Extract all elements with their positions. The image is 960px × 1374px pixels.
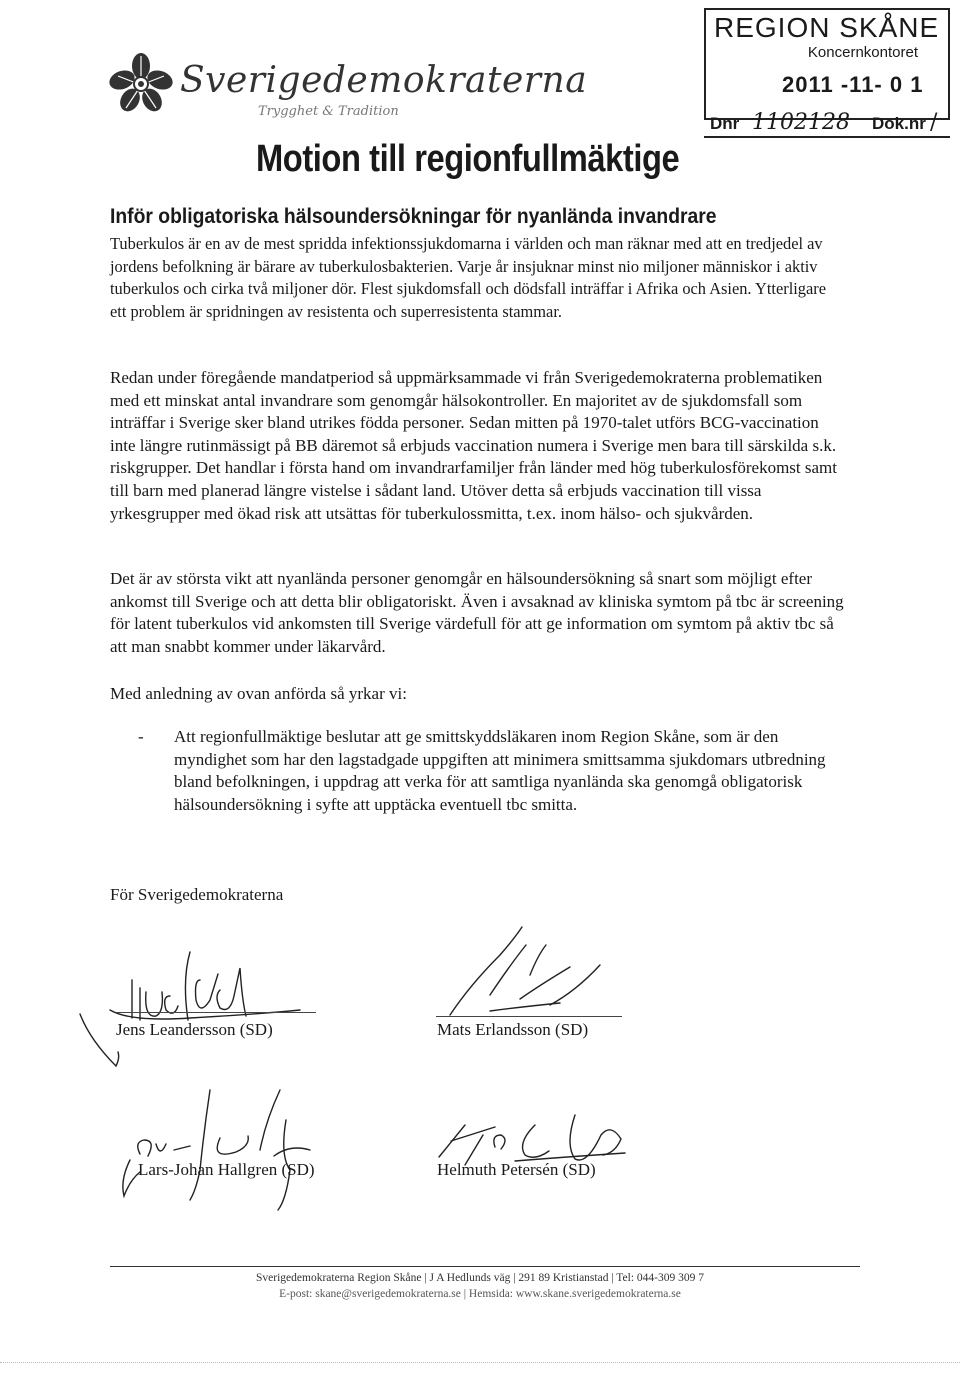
footer-contact: E-post: skane@sverigedemokraterna.se | Hemsida: www.skane.sverigedemokraterna.se <box>279 1288 681 1300</box>
signature-2-line <box>436 1016 622 1017</box>
party-logo-name: Sverigedemokraterna <box>180 60 588 101</box>
party-logo <box>108 52 588 122</box>
signatory-2-name: Mats Erlandsson (SD) <box>437 1020 589 1039</box>
paragraph-4: Med anledning av ovan anförda så yrkar vi: <box>110 684 407 703</box>
document-title: Motion till regionfullmäktige <box>256 138 680 180</box>
paragraph-3: Det är av största vikt att nyanlända personer genomgår en hälsoundersökning så snart som möjligt efter ankomst till Sverige och att detta blir obligatoriskt. Även i avsaknad av kliniska symtom på tbc är screening för latent tuberkulos vid ankomsten till Sverige värdefull för att ge information om symtom på aktiv tbc så att man snabbt kommer under läkarvård. <box>110 569 844 656</box>
signature-2-handwriting <box>430 915 630 1035</box>
stamp-title: REGION SKÅNE <box>714 12 940 43</box>
signature-1-handwriting <box>70 940 310 1080</box>
scan-edge-noise <box>0 1362 960 1363</box>
stamp-dnr-label: Dnr <box>710 114 740 133</box>
document-subtitle: Inför obligatoriska hälsoundersökningar för nyanlända invandrare <box>110 205 717 228</box>
signature-3-handwriting <box>110 1060 340 1220</box>
anemone-flower-icon <box>108 52 174 118</box>
paragraph-2: Redan under föregående mandatperiod så uppmärksammade vi från Sverigedemokraterna problematiken med ett minskat antal invandrare som genomgår hälsokontroller. En majoritet av de sjukdomsfall som inträffar i Sverige sker bland utrikes födda personer. Sedan mitten på 1970-talet utförs BCG-vaccination inte längre rutinmässigt på BB däremot så erbjuds vaccination numera i Sverige men bara till särskilda s.k. riskgrupper. Det handlar i första hand om invandrarfamiljer från länder med hög tuberkulosförekomst samt till barn med planerad längre vistelse i sådant land. Utöver detta så erbjuds vaccination till vissa yrkesgrupper med ökad risk att utsättas för tuberkulossmitta, t.ex. inom hälso- och sjukvården. <box>110 368 838 523</box>
region-stamp <box>704 8 950 120</box>
proposal-text: Att regionfullmäktige beslutar att ge smittskyddsläkaren inom Region Skåne, som är den myndighet som har den lagstadgade uppgiften att minimera smittsamma sjukdomars utbredning bland befolkningen, i uppdrag att verka för att samtliga nyanlända ska genomgå obligatorisk hälsoundersökning i syfte att upptäcka eventuell tbc smitta. <box>174 727 826 814</box>
party-logo-tagline: Trygghet & Tradition <box>258 104 399 119</box>
paragraph-1: Tuberkulos är en av de mest spridda infektionssjukdomarna i världen och man räknar med att en tredjedel av jordens befolkning är bärare av tuberkulosbakterien. Varje år insjuknar minst nio miljoner människor i aktiv tuberkulos och cirka två miljoner dör. Flest sjukdomsfall och dödsfall inträffar i Afrika och Asien. Ytterligare ett problem är spridningen av resistenta och superresistenta stammar. <box>110 234 827 321</box>
stamp-doknr-value: / <box>930 110 938 135</box>
signatory-3-name: Lars-Johan Hallgren (SD) <box>138 1160 315 1179</box>
stamp-subtitle: Koncernkontoret <box>807 44 918 61</box>
stamp-doknr-label: Dok.nr <box>872 114 926 133</box>
signatory-4-name: Helmuth Petersén (SD) <box>437 1160 596 1179</box>
footer-address: Sverigedemokraterna Region Skåne | J A Hedlunds väg | 291 89 Kristianstad | Tel: 044-309 309 7 <box>256 1272 704 1284</box>
stamp-date: 2011 -11- 0 1 <box>782 72 924 97</box>
signatory-1-name: Jens Leandersson (SD) <box>116 1020 273 1039</box>
proposal-dash: - <box>138 727 144 746</box>
closing-line: För Sverigedemokraterna <box>110 885 284 904</box>
stamp-bottom-rule <box>704 136 950 138</box>
signature-1-line <box>116 1012 316 1013</box>
stamp-dnr-value: 1102128 <box>752 110 850 135</box>
footer-rule <box>110 1266 860 1267</box>
